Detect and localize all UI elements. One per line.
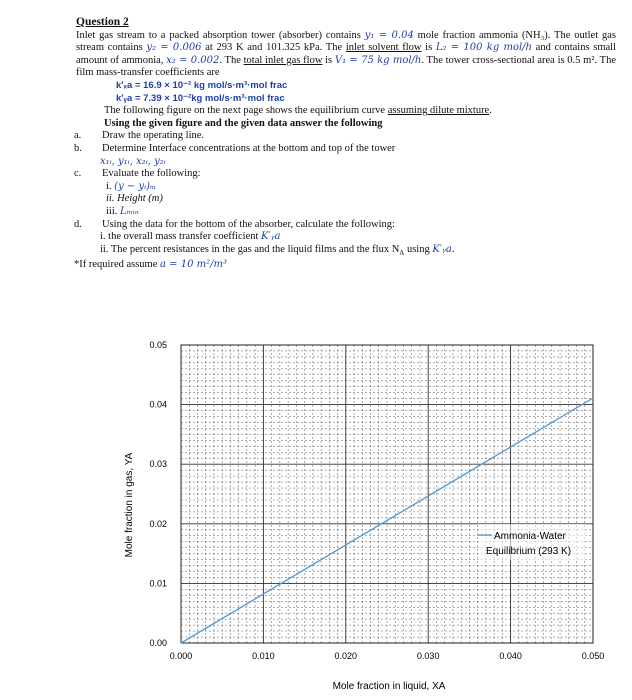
chart-legend <box>478 524 586 560</box>
part-d-ii-var: K′ᵧa <box>432 243 452 255</box>
y-tick-label: 0.03 <box>149 459 167 470</box>
x2-value: x₂ = 0.002 <box>166 54 220 66</box>
total-inlet-gas-label: total inlet gas flow <box>243 54 323 66</box>
question-document <box>76 16 616 272</box>
part-c-i-text: (y − yᵢ)ₘ <box>114 180 157 192</box>
part-a-text: Draw the operating line. <box>102 130 205 142</box>
figure-note <box>76 105 616 118</box>
figure-note-b: assuming dilute mixture <box>387 105 490 117</box>
part-d-i <box>76 231 616 244</box>
part-c-i-marker: i. <box>106 180 112 192</box>
part-c-marker: c. <box>74 168 82 180</box>
note-var: a = 10 m²/m³ <box>160 259 227 271</box>
chart-grid <box>181 345 593 643</box>
intro-text-a: Inlet gas stream to a packed absorption tower (absorber) contains <box>76 29 365 41</box>
y-tick-label: 0.05 <box>149 340 167 350</box>
kx-coefficient: k′ₓa = 16.9 × 10⁻² kg mol/s·m³·mol frac <box>116 79 288 91</box>
problem-statement <box>76 30 616 80</box>
x-tick-label: 0.020 <box>334 651 358 661</box>
part-c-ii <box>76 193 616 206</box>
V1-value: V₁ = 75 kg mol/h <box>334 54 422 66</box>
y-tick-label: 0.01 <box>149 578 167 589</box>
x-tick-label: 0.040 <box>499 651 522 661</box>
intro-text-d: is <box>421 42 436 54</box>
part-c <box>74 168 616 181</box>
intro-text-g: is <box>322 54 335 66</box>
part-b-text: Determine Interface concentrations at the bottom and top of the tower <box>102 142 396 154</box>
part-d <box>74 218 616 232</box>
y-tick-label: 0.00 <box>149 638 167 648</box>
part-d-text: Using the data for the bottom of the absorber, calculate the following: <box>102 218 395 230</box>
x-tick-label: 0.010 <box>252 651 275 661</box>
y-tick-label: 0.04 <box>149 399 167 410</box>
x-tick-label: 0.030 <box>416 651 440 661</box>
interface-variables: x₁ᵢ, y₁ᵢ, x₂ᵢ, y₂ᵢ <box>100 155 166 167</box>
part-a <box>74 130 616 143</box>
part-c-iii-marker: iii. <box>106 205 118 217</box>
x-tick-label: 0.000 <box>169 651 193 661</box>
part-c-ii-text: Height (m) <box>117 193 163 205</box>
part-a-marker: a. <box>74 130 82 142</box>
note-text: *If required assume <box>74 259 161 271</box>
part-d-i-text: i. the overall mass transfer coefficient <box>100 231 262 243</box>
part-d-marker: d. <box>74 218 82 230</box>
y1-value: y₁ = 0.04 <box>364 29 414 41</box>
part-d-ii-end: . <box>451 243 455 255</box>
instruction: Using the given figure and the given data answer the following <box>104 117 383 129</box>
inlet-solvent-label: inlet solvent flow <box>345 42 422 54</box>
intro-text-f: . The <box>219 54 244 66</box>
part-b-marker: b. <box>74 142 82 154</box>
figure-note-a: The following figure on the next page shows the equilibrium curve <box>104 105 388 117</box>
part-b <box>74 142 616 156</box>
assumption-note <box>74 259 616 272</box>
L2-value: L₂ = 100 kg mol/h <box>435 42 532 54</box>
part-d-i-var: K′ᵧa <box>261 231 281 243</box>
x-tick-label: 0.050 <box>581 651 605 661</box>
part-c-iii-text: Lₘᵢₙ <box>120 205 139 217</box>
question-title: Question 2 <box>76 16 129 28</box>
legend-label-line1: Ammonia-Water <box>494 531 566 542</box>
part-d-ii-text-b: using <box>404 243 433 255</box>
intro-text-b: mole fraction ammonia (NH₃). The outlet gas stream contains <box>76 29 616 54</box>
part-d-ii <box>76 244 616 260</box>
intro-text-e: and contains small amount of ammonia, <box>76 42 616 66</box>
legend-label-line2: Equilibrium (293 K) <box>486 546 572 557</box>
y-axis-label: Mole fraction in gas, YA <box>124 452 135 558</box>
chart-ticks <box>149 340 604 661</box>
y2-value: y₂ = 0.006 <box>146 42 202 54</box>
part-d-ii-sub: A <box>399 248 405 257</box>
intro-text-h: . The tower cross-sectional area is 0.5 m². The film mass-transfer coefficients are <box>76 54 616 79</box>
part-d-ii-text: ii. The percent resistances in the gas and the liquid films and the flux N <box>100 243 400 255</box>
part-c-ii-marker: ii. <box>106 193 115 205</box>
x-axis-label: Mole fraction in liquid, XA <box>332 681 446 692</box>
equilibrium-chart <box>0 325 632 700</box>
part-c-iii <box>76 206 616 219</box>
intro-text-c: at 293 K and 101.325 kPa. The <box>201 42 346 54</box>
figure-note-c: . <box>489 105 492 117</box>
part-c-i <box>76 181 616 194</box>
y-tick-label: 0.02 <box>149 518 167 529</box>
ky-coefficient: k′ᵧa = 7.39 × 10⁻²kg mol/s·m³·mol frac <box>116 92 285 104</box>
part-c-text: Evaluate the following: <box>102 168 201 180</box>
